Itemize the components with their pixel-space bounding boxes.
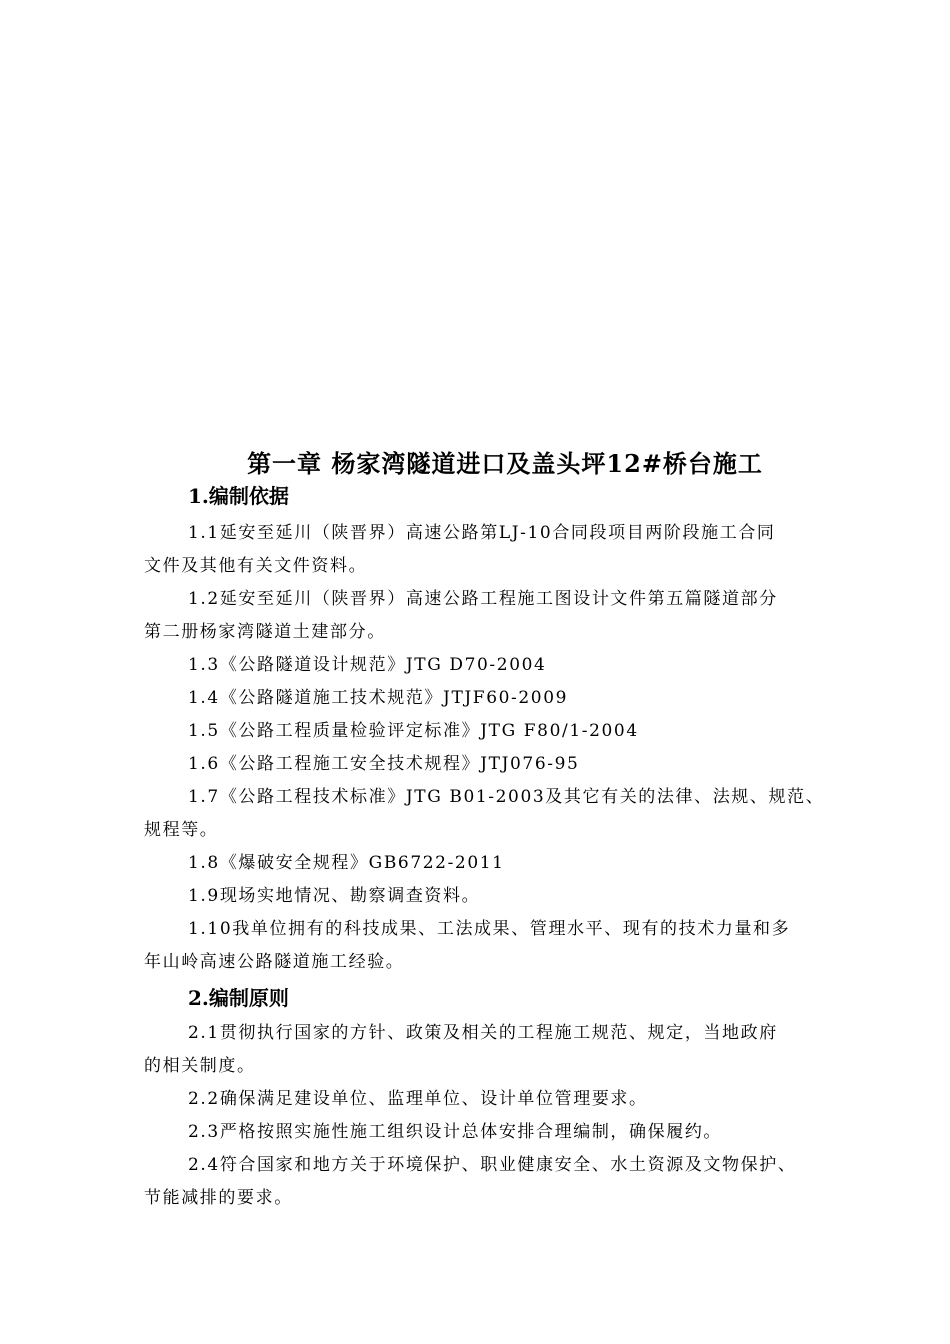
paragraph-line: 规程等。 [144,820,219,840]
paragraph-line: 第二册杨家湾隧道土建部分。 [144,622,386,642]
paragraph-line: 1.7《公路工程技术标准》JTG B01-2003及其它有关的法律、法规、规范、 [188,787,825,807]
chapter-title-text: 第一章 杨家湾隧道进口及盖头坪12#桥台施工 [247,449,763,478]
paragraph-line: 节能减排的要求。 [144,1188,293,1208]
chapter-title [0,444,950,484]
paragraph-line: 1.2延安至延川（陕晋界）高速公路工程施工图设计文件第五篇隧道部分 [188,589,778,609]
paragraph-line: 年山岭高速公路隧道施工经验。 [144,952,405,972]
paragraph-line: 1.10我单位拥有的科技成果、工法成果、管理水平、现有的技术力量和多 [188,919,791,939]
paragraph-line: 1.3《公路隧道设计规范》JTG D70-2004 [188,655,547,675]
paragraph-line: 文件及其他有关文件资料。 [144,556,368,576]
paragraph-line: 1.6《公路工程施工安全技术规程》JTJ076-95 [188,754,580,774]
paragraph-line: 1.5《公路工程质量检验评定标准》JTG F80/1-2004 [188,721,639,741]
paragraph-line: 1.9现场实地情况、勘察调查资料。 [188,886,481,906]
paragraph-line: 的相关制度。 [144,1056,256,1076]
paragraph-line: 1.1延安至延川（陕晋界）高速公路第LJ-10合同段项目两阶段施工合同 [188,523,776,543]
paragraph-line: 2.4符合国家和地方关于环境保护、职业健康安全、水土资源及文物保护、 [188,1155,797,1175]
paragraph-line: 1.4《公路隧道施工技术规范》JTJF60-2009 [188,688,569,708]
paragraph-line: 2.3严格按照实施性施工组织设计总体安排合理编制，确保履约。 [188,1122,723,1142]
paragraph-line: 2.1贯彻执行国家的方针、政策及相关的工程施工规范、规定，当地政府 [188,1023,778,1043]
section-heading: 2.编制原则 [188,986,289,1010]
section-heading: 1.编制依据 [188,484,289,508]
paragraph-line: 2.2确保满足建设单位、监理单位、设计单位管理要求。 [188,1089,648,1109]
paragraph-line: 1.8《爆破安全规程》GB6722-2011 [188,853,505,873]
